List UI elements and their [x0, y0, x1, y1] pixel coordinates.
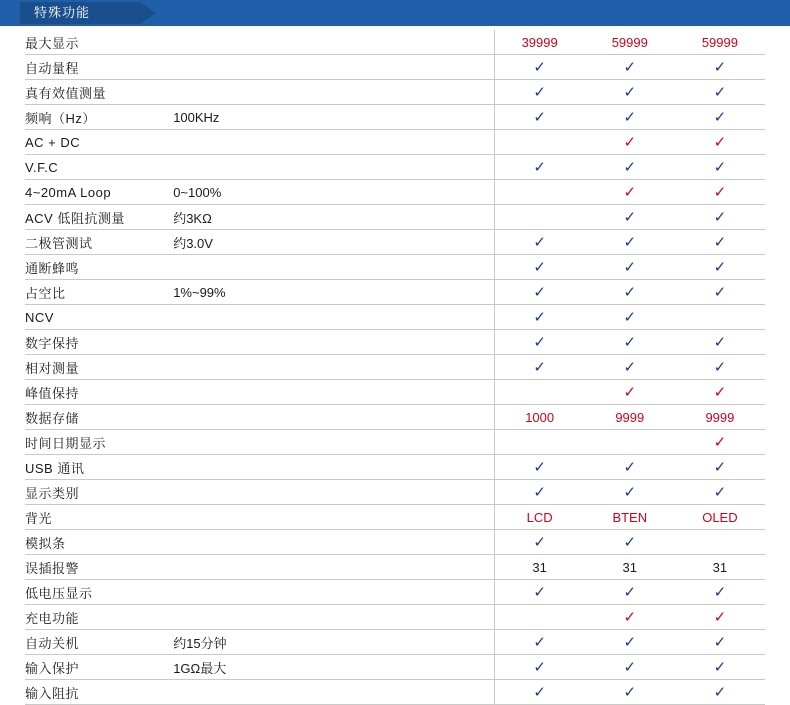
checkmark-icon: ✓ — [623, 458, 637, 476]
table-row — [25, 680, 765, 705]
cell-value-text: 9999 — [705, 409, 735, 425]
cell-value-text: OLED — [702, 509, 738, 525]
checkmark-icon: ✓ — [533, 333, 546, 351]
row-feature-name: 显示类别 — [25, 480, 173, 505]
row-value-model-3 — [675, 380, 765, 405]
row-feature-name: 自动关机 — [25, 630, 173, 655]
checkmark-icon: ✓ — [623, 183, 637, 201]
checkmark-icon: ✓ — [713, 183, 727, 201]
table-row — [25, 80, 765, 105]
checkmark-icon: ✓ — [533, 108, 546, 126]
checkmark-icon: ✓ — [623, 83, 637, 101]
row-feature-name: 最大显示 — [25, 30, 173, 55]
row-feature-name: 通断蜂鸣 — [25, 255, 173, 280]
row-value-model-3 — [675, 130, 765, 155]
row-spacer — [295, 380, 494, 405]
row-value-model-2 — [585, 555, 675, 580]
row-value-model-1 — [494, 155, 585, 180]
checkmark-icon: ✓ — [533, 158, 546, 176]
row-feature-note — [173, 305, 295, 330]
row-value-model-1 — [494, 530, 585, 555]
row-spacer — [295, 655, 494, 680]
row-spacer — [295, 480, 494, 505]
row-spacer — [295, 405, 494, 430]
row-value-model-2 — [585, 305, 675, 330]
checkmark-icon: ✓ — [713, 158, 727, 176]
row-feature-note — [173, 505, 295, 530]
checkmark-icon: ✓ — [533, 458, 546, 476]
row-value-model-2 — [585, 605, 675, 630]
checkmark-icon: ✓ — [713, 283, 727, 301]
cell-value-text: 59999 — [611, 34, 648, 50]
checkmark-icon: ✓ — [713, 358, 727, 376]
checkmark-icon: ✓ — [713, 583, 727, 601]
table-row — [25, 555, 765, 580]
row-feature-name: 二极管测试 — [25, 230, 173, 255]
table-row — [25, 530, 765, 555]
checkmark-icon: ✓ — [713, 108, 727, 126]
checkmark-icon: ✓ — [623, 258, 637, 276]
row-value-model-1 — [494, 680, 585, 705]
table-row — [25, 380, 765, 405]
row-value-model-2 — [585, 655, 675, 680]
table-row — [25, 230, 765, 255]
row-feature-note: 约3.0V — [173, 230, 295, 255]
row-value-model-3 — [675, 630, 765, 655]
row-value-model-3 — [675, 680, 765, 705]
specification-table-body — [25, 30, 765, 705]
row-value-model-3 — [675, 330, 765, 355]
checkmark-icon: ✓ — [623, 483, 637, 501]
row-feature-name: 模拟条 — [25, 530, 173, 555]
row-value-model-1 — [494, 30, 585, 55]
cell-value-text: 39999 — [521, 34, 558, 50]
row-value-model-3 — [675, 405, 765, 430]
row-value-model-1 — [494, 455, 585, 480]
row-value-model-3 — [675, 155, 765, 180]
row-feature-note — [173, 455, 295, 480]
row-feature-note — [173, 380, 295, 405]
row-feature-note — [173, 330, 295, 355]
row-value-model-1 — [494, 180, 585, 205]
row-value-model-1 — [494, 105, 585, 130]
row-feature-name: NCV — [25, 305, 173, 330]
table-row — [25, 480, 765, 505]
row-feature-name: AC + DC — [25, 130, 173, 155]
checkmark-icon: ✓ — [533, 83, 546, 101]
table-row — [25, 405, 765, 430]
row-spacer — [295, 555, 494, 580]
checkmark-icon: ✓ — [623, 533, 637, 551]
checkmark-icon: ✓ — [713, 658, 727, 676]
checkmark-icon: ✓ — [533, 233, 546, 251]
row-value-model-1 — [494, 555, 585, 580]
checkmark-icon: ✓ — [533, 483, 546, 501]
cell-value-text: 9999 — [615, 409, 645, 425]
row-feature-name: 4~20mA Loop — [25, 180, 173, 205]
row-value-model-1 — [494, 305, 585, 330]
row-value-model-3 — [675, 230, 765, 255]
checkmark-icon: ✓ — [713, 208, 727, 226]
row-value-model-1 — [494, 630, 585, 655]
row-spacer — [295, 455, 494, 480]
row-value-model-1 — [494, 655, 585, 680]
row-value-model-2 — [585, 280, 675, 305]
row-value-model-3 — [675, 80, 765, 105]
row-feature-note — [173, 530, 295, 555]
section-title: 特殊功能 — [34, 5, 91, 20]
cell-value-text: 31 — [622, 559, 637, 575]
row-value-model-1 — [494, 355, 585, 380]
checkmark-icon: ✓ — [533, 683, 546, 701]
row-spacer — [295, 530, 494, 555]
table-row — [25, 30, 765, 55]
row-value-model-1 — [494, 255, 585, 280]
row-value-model-3 — [675, 30, 765, 55]
row-feature-note — [173, 155, 295, 180]
checkmark-icon: ✓ — [623, 683, 637, 701]
row-feature-note — [173, 580, 295, 605]
row-value-model-3 — [675, 280, 765, 305]
row-value-model-2 — [585, 630, 675, 655]
row-value-model-2 — [585, 55, 675, 80]
checkmark-icon: ✓ — [533, 358, 546, 376]
table-row — [25, 505, 765, 530]
row-feature-name: 相对测量 — [25, 355, 173, 380]
row-feature-name: ACV 低阻抗测量 — [25, 205, 173, 230]
row-value-model-1 — [494, 80, 585, 105]
checkmark-icon: ✓ — [713, 633, 727, 651]
row-feature-note: 100KHz — [173, 105, 295, 130]
checkmark-icon: ✓ — [713, 58, 727, 76]
row-feature-note: 约3KΩ — [173, 205, 295, 230]
table-row — [25, 255, 765, 280]
row-value-model-3 — [675, 530, 765, 555]
row-feature-note — [173, 480, 295, 505]
row-spacer — [295, 205, 494, 230]
checkmark-icon: ✓ — [713, 483, 727, 501]
checkmark-icon: ✓ — [713, 683, 727, 701]
cell-value-text: 31 — [532, 559, 547, 575]
row-spacer — [295, 280, 494, 305]
row-spacer — [295, 630, 494, 655]
row-value-model-2 — [585, 105, 675, 130]
table-row — [25, 355, 765, 380]
row-value-model-3 — [675, 580, 765, 605]
section-header-banner — [0, 0, 790, 26]
checkmark-icon: ✓ — [713, 233, 727, 251]
checkmark-icon: ✓ — [623, 383, 637, 401]
row-value-model-2 — [585, 505, 675, 530]
row-value-model-2 — [585, 180, 675, 205]
row-feature-name: USB 通讯 — [25, 455, 173, 480]
row-value-model-2 — [585, 680, 675, 705]
row-spacer — [295, 230, 494, 255]
header-tab-arrow — [140, 2, 156, 24]
table-row — [25, 130, 765, 155]
checkmark-icon: ✓ — [713, 383, 727, 401]
row-value-model-1 — [494, 330, 585, 355]
checkmark-icon: ✓ — [623, 333, 637, 351]
row-feature-note — [173, 355, 295, 380]
row-spacer — [295, 330, 494, 355]
row-feature-note — [173, 430, 295, 455]
row-spacer — [295, 430, 494, 455]
row-value-model-2 — [585, 130, 675, 155]
cell-value-text: LCD — [526, 509, 553, 525]
row-feature-name: 输入阻抗 — [25, 680, 173, 705]
checkmark-icon: ✓ — [533, 308, 546, 326]
cell-value-text: 31 — [712, 559, 728, 575]
row-value-model-2 — [585, 405, 675, 430]
row-feature-name: 充电功能 — [25, 605, 173, 630]
row-value-model-2 — [585, 430, 675, 455]
checkmark-icon: ✓ — [623, 108, 637, 126]
checkmark-icon: ✓ — [713, 83, 727, 101]
checkmark-icon: ✓ — [623, 158, 637, 176]
checkmark-icon: ✓ — [533, 258, 546, 276]
row-feature-note: 1GΩ最大 — [173, 655, 295, 680]
row-feature-note — [173, 55, 295, 80]
row-feature-note — [173, 405, 295, 430]
row-value-model-3 — [675, 305, 765, 330]
checkmark-icon: ✓ — [713, 133, 727, 151]
checkmark-icon: ✓ — [623, 283, 637, 301]
checkmark-icon: ✓ — [623, 58, 637, 76]
table-row — [25, 180, 765, 205]
table-row — [25, 330, 765, 355]
row-value-model-1 — [494, 430, 585, 455]
row-spacer — [295, 255, 494, 280]
checkmark-icon: ✓ — [533, 58, 546, 76]
row-value-model-3 — [675, 655, 765, 680]
row-value-model-2 — [585, 580, 675, 605]
row-value-model-1 — [494, 230, 585, 255]
table-row — [25, 305, 765, 330]
row-value-model-2 — [585, 80, 675, 105]
checkmark-icon: ✓ — [623, 208, 637, 226]
row-value-model-3 — [675, 355, 765, 380]
row-feature-name: 数据存储 — [25, 405, 173, 430]
row-value-model-1 — [494, 205, 585, 230]
table-row — [25, 630, 765, 655]
row-value-model-2 — [585, 230, 675, 255]
row-feature-note — [173, 130, 295, 155]
row-value-model-3 — [675, 55, 765, 80]
row-feature-name: 输入保护 — [25, 655, 173, 680]
row-value-model-2 — [585, 380, 675, 405]
row-value-model-3 — [675, 255, 765, 280]
row-value-model-3 — [675, 455, 765, 480]
row-value-model-3 — [675, 205, 765, 230]
row-value-model-1 — [494, 280, 585, 305]
row-value-model-2 — [585, 480, 675, 505]
checkmark-icon: ✓ — [713, 333, 727, 351]
table-row — [25, 605, 765, 630]
checkmark-icon: ✓ — [713, 258, 727, 276]
checkmark-icon: ✓ — [623, 133, 637, 151]
row-feature-name: V.F.C — [25, 155, 173, 180]
row-feature-note — [173, 605, 295, 630]
row-value-model-1 — [494, 505, 585, 530]
row-feature-note: 0~100% — [173, 180, 295, 205]
row-value-model-3 — [675, 480, 765, 505]
table-row — [25, 55, 765, 80]
table-row — [25, 655, 765, 680]
row-feature-note — [173, 555, 295, 580]
row-spacer — [295, 355, 494, 380]
checkmark-icon: ✓ — [533, 633, 546, 651]
row-value-model-3 — [675, 505, 765, 530]
table-row — [25, 430, 765, 455]
row-value-model-1 — [494, 605, 585, 630]
row-value-model-2 — [585, 330, 675, 355]
table-row — [25, 580, 765, 605]
row-feature-name: 峰值保持 — [25, 380, 173, 405]
row-value-model-1 — [494, 580, 585, 605]
checkmark-icon: ✓ — [713, 458, 727, 476]
checkmark-icon: ✓ — [533, 583, 546, 601]
row-feature-name: 时间日期显示 — [25, 430, 173, 455]
table-row — [25, 105, 765, 130]
checkmark-icon: ✓ — [623, 358, 637, 376]
specification-table — [25, 30, 765, 705]
row-spacer — [295, 80, 494, 105]
row-spacer — [295, 155, 494, 180]
row-value-model-3 — [675, 555, 765, 580]
row-spacer — [295, 505, 494, 530]
checkmark-icon: ✓ — [713, 608, 727, 626]
row-value-model-2 — [585, 455, 675, 480]
row-value-model-3 — [675, 105, 765, 130]
row-value-model-1 — [494, 405, 585, 430]
checkmark-icon: ✓ — [623, 633, 637, 651]
row-spacer — [295, 30, 494, 55]
row-spacer — [295, 55, 494, 80]
row-value-model-3 — [675, 180, 765, 205]
cell-value-text: BTEN — [612, 509, 648, 525]
row-value-model-3 — [675, 430, 765, 455]
row-feature-name: 误插报警 — [25, 555, 173, 580]
row-value-model-1 — [494, 130, 585, 155]
checkmark-icon: ✓ — [713, 433, 727, 451]
table-row — [25, 280, 765, 305]
checkmark-icon: ✓ — [533, 533, 546, 551]
row-value-model-2 — [585, 30, 675, 55]
row-feature-note — [173, 30, 295, 55]
row-feature-name: 真有效值测量 — [25, 80, 173, 105]
row-value-model-1 — [494, 55, 585, 80]
checkmark-icon: ✓ — [623, 308, 637, 326]
row-feature-note — [173, 680, 295, 705]
table-row — [25, 455, 765, 480]
table-row — [25, 155, 765, 180]
row-spacer — [295, 180, 494, 205]
row-feature-note: 约15分钟 — [173, 630, 295, 655]
row-spacer — [295, 680, 494, 705]
table-row — [25, 205, 765, 230]
row-feature-note: 1%~99% — [173, 280, 295, 305]
row-feature-note — [173, 255, 295, 280]
row-spacer — [295, 105, 494, 130]
row-feature-name: 频响（Hz） — [25, 105, 173, 130]
checkmark-icon: ✓ — [533, 658, 546, 676]
row-value-model-2 — [585, 530, 675, 555]
row-spacer — [295, 580, 494, 605]
cell-value-text: 1000 — [525, 409, 555, 425]
checkmark-icon: ✓ — [623, 608, 637, 626]
row-spacer — [295, 305, 494, 330]
row-value-model-2 — [585, 155, 675, 180]
row-value-model-2 — [585, 255, 675, 280]
checkmark-icon: ✓ — [533, 283, 546, 301]
row-spacer — [295, 605, 494, 630]
row-spacer — [295, 130, 494, 155]
row-value-model-2 — [585, 205, 675, 230]
row-value-model-3 — [675, 605, 765, 630]
row-feature-name: 背光 — [25, 505, 173, 530]
row-feature-name: 数字保持 — [25, 330, 173, 355]
row-feature-name: 占空比 — [25, 280, 173, 305]
checkmark-icon: ✓ — [623, 658, 637, 676]
cell-value-text: 59999 — [701, 34, 738, 50]
row-feature-name: 自动量程 — [25, 55, 173, 80]
row-value-model-2 — [585, 355, 675, 380]
row-value-model-1 — [494, 480, 585, 505]
checkmark-icon: ✓ — [623, 583, 637, 601]
row-value-model-1 — [494, 380, 585, 405]
row-feature-name: 低电压显示 — [25, 580, 173, 605]
row-feature-note — [173, 80, 295, 105]
checkmark-icon: ✓ — [623, 233, 637, 251]
